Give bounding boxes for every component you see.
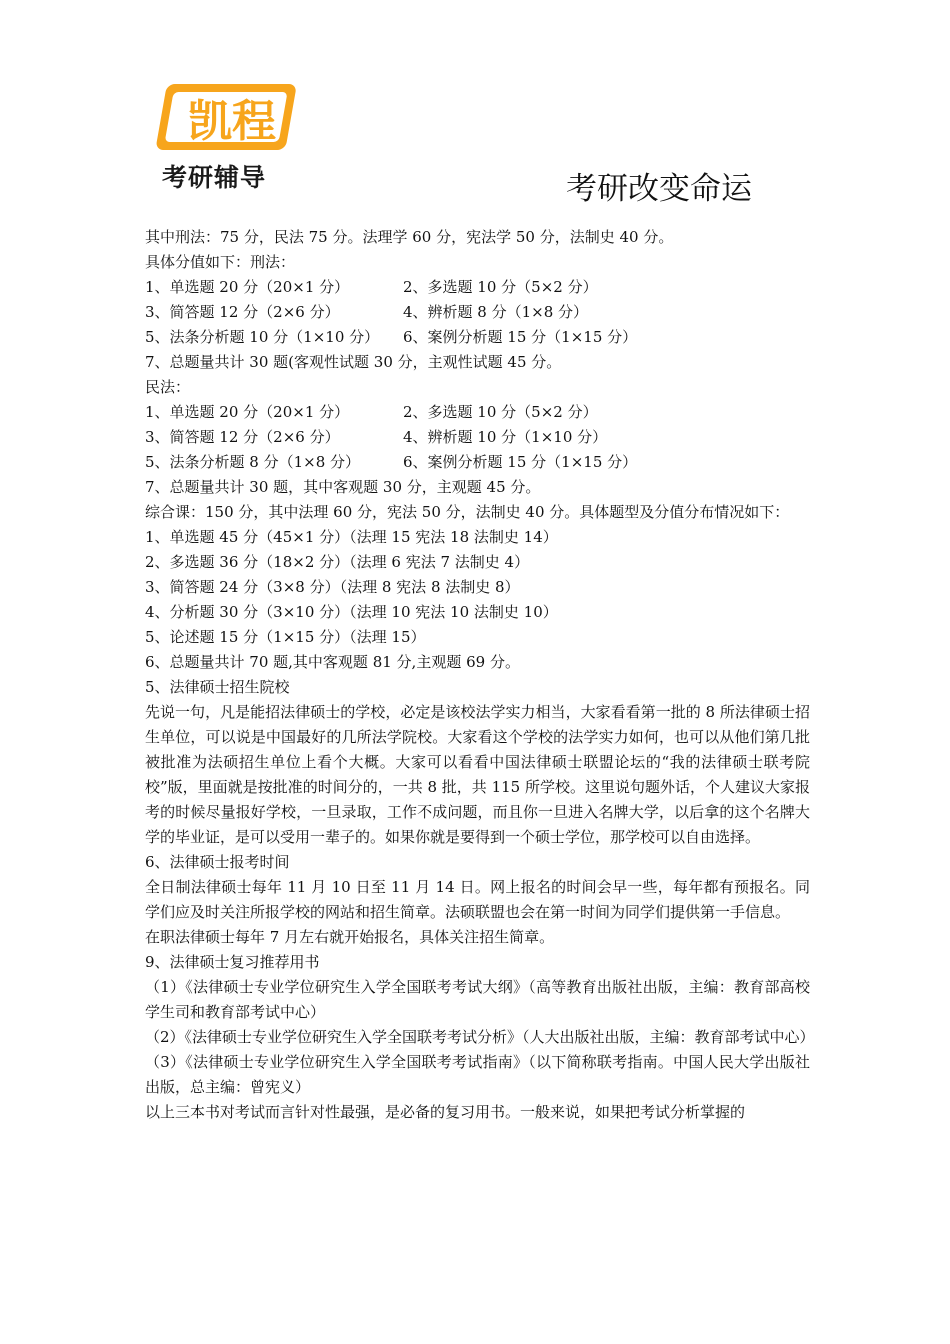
comprehensive-item: 2、多选题 36 分（18×2 分）（法理 6 宪法 7 法制史 4）: [145, 553, 530, 571]
intro-line: 其中刑法：75 分，民法 75 分。法理学 60 分，宪法学 50 分，法制史 40 分。: [145, 228, 674, 246]
item: 6、案例分析题 15 分（1×15 分）: [403, 453, 638, 471]
civil-row: [145, 400, 810, 425]
intro-line: 具体分值如下：刑法：: [145, 253, 296, 271]
comprehensive-intro: 综合课：150 分，其中法理 60 分，宪法 50 分，法制史 40 分。具体题型及分值分布情况如下：: [145, 503, 790, 521]
logo-text: 凯程: [188, 96, 276, 147]
item: 5、法条分析题 10 分（1×10 分）: [145, 328, 380, 346]
header-slogan: 考研改变命运: [566, 171, 752, 207]
book-item: （2）《法律硕士专业学位研究生入学全国联考考试分析》（人大出版社出版，主编：教育部考试中心）: [145, 1028, 815, 1046]
comprehensive-item: 3、简答题 24 分（3×8 分）（法理 8 宪法 8 法制史 8）: [145, 578, 520, 596]
civil-row: [145, 425, 810, 450]
criminal-row: [145, 325, 810, 350]
item: 6、案例分析题 15 分（1×15 分）: [403, 328, 638, 346]
civil-heading: 民法：: [145, 378, 191, 396]
brand-logo: [150, 78, 310, 196]
logo-mark: [150, 78, 310, 158]
item: 5、法条分析题 8 分（1×8 分）: [145, 453, 361, 471]
section-paragraph: 全日制法律硕士每年 11 月 10 日至 11 月 14 日。网上报名的时间会早一些，每年都有预报名。同学们应及时关注所报学校的网站和招生简章。法硕联盟也会在第一时间为同学们提供第一手信息。: [145, 878, 810, 921]
section-paragraph: 先说一句，凡是能招法律硕士的学校，必定是该校法学实力相当，大家看看第一批的 8 所法律硕士招生单位，可以说是中国最好的几所法学院校。大家看这个学校的法学实力如何，也可以从他们第几批被批准为法硕招生单位上看个大概。大家可以看看中国法律硕士联盟论坛的“我的法律硕士联考院校”版，里面就是按批准的时间分的，一共 8 批，共 115 所学校。这里说句题外话，个人建议大家报考的时候尽量报好学校，一旦录取，工作不成问题，而且你一旦进入名牌大学，以后拿的这个名牌大学的毕业证，是可以受用一辈子的。如果你就是要得到一个硕士学位，那学校可以自由选择。: [145, 703, 810, 846]
comprehensive-item: 5、论述题 15 分（1×15 分）（法理 15）: [145, 628, 426, 646]
comprehensive-item: 1、单选题 45 分（45×1 分）（法理 15 宪法 18 法制史 14）: [145, 528, 558, 546]
item: 4、辨析题 10 分（1×10 分）: [403, 428, 608, 446]
comprehensive-item: 6、总题量共计 70 题,其中客观题 81 分,主观题 69 分。: [145, 653, 520, 671]
item: 3、简答题 12 分（2×6 分）: [145, 303, 340, 321]
criminal-total: 7、总题量共计 30 题(客观性试题 30 分，主观性试题 45 分。: [145, 353, 562, 371]
criminal-row: [145, 300, 810, 325]
section-heading: 5、法律硕士招生院校: [145, 678, 290, 696]
section-heading: 9、法律硕士复习推荐用书: [145, 953, 320, 971]
item: 2、多选题 10 分（5×2 分）: [403, 403, 598, 421]
book-item: （3）《法律硕士专业学位研究生入学全国联考考试指南》（以下简称联考指南。中国人民大学出版社出版，总主编：曾宪义）: [145, 1053, 810, 1096]
book-item: （1）《法律硕士专业学位研究生入学全国联考考试大纲》（高等教育出版社出版，主编：教育部高校学生司和教育部考试中心）: [145, 978, 810, 1021]
logo-subtitle: 考研辅导: [162, 163, 267, 192]
item: 3、简答题 12 分（2×6 分）: [145, 428, 340, 446]
civil-row: [145, 450, 810, 475]
item: 4、辨析题 8 分（1×8 分）: [403, 303, 589, 321]
section-paragraph: 在职法律硕士每年 7 月左右就开始报名，具体关注招生简章。: [145, 928, 555, 946]
closing-line: 以上三本书对考试而言针对性最强，是必备的复习用书。一般来说，如果把考试分析掌握的: [145, 1103, 746, 1121]
item: 1、单选题 20 分（20×1 分）: [145, 278, 350, 296]
item: 1、单选题 20 分（20×1 分）: [145, 403, 350, 421]
comprehensive-item: 4、分析题 30 分（3×10 分）（法理 10 宪法 10 法制史 10）: [145, 603, 558, 621]
criminal-row: [145, 275, 810, 300]
civil-total: 7、总题量共计 30 题，其中客观题 30 分，主观题 45 分。: [145, 478, 541, 496]
section-heading: 6、法律硕士报考时间: [145, 853, 290, 871]
document-body: [145, 225, 815, 1125]
item: 2、多选题 10 分（5×2 分）: [403, 278, 598, 296]
